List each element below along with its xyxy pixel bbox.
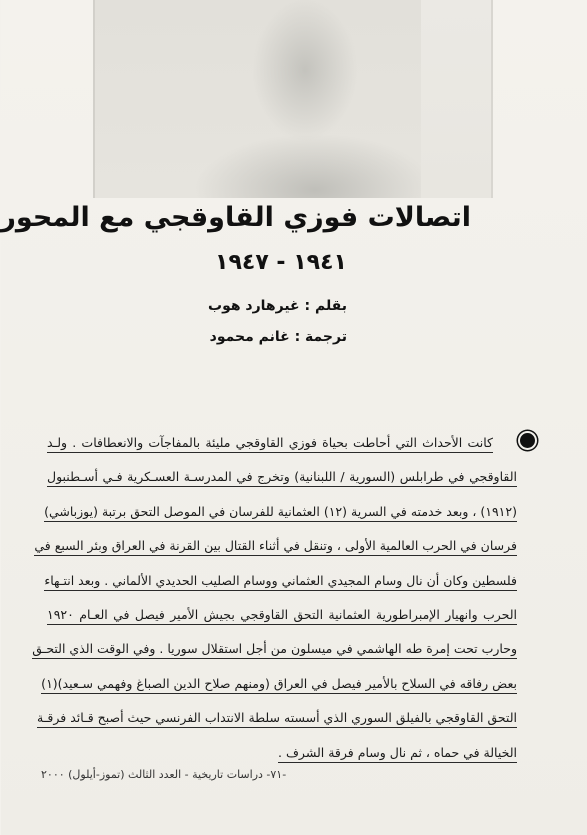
body-line: بعض رفاقه في السلاح بالأمير فيصل في العراق (ومنهم صلاح الدين الصباغ وفهمي سـعيد)(١) <box>47 669 517 703</box>
page-footer: -٧١- دراسات تاريخية - العدد الثالث (تموز-أيلول) ٢٠٠٠ <box>41 768 287 781</box>
body-line: الخيالة في حماه ، ثم نال وسام فرقة الشرف . <box>47 738 517 772</box>
article-body <box>32 428 517 772</box>
body-line: الحرب وانهيار الإمبراطورية العثمانية التحق القاوقجي بجيش الأمير فيصل في العـام ١٩٢٠ <box>47 600 517 634</box>
body-line: وحارب تحت إمرة طه الهاشمي في ميسلون من أجل استقلال سوريا . وفي الوقت الذي التحـق <box>47 634 517 668</box>
body-line: فلسطين وكان أن نال وسام المجيدي العثماني ووسام الصليب الحديدي الألماني . وبعد انتـهاء <box>47 566 517 600</box>
body-line: كانت الأحداث التي أحاطت بحياة فوزي القاوقجي مليئة بالمفاجآت والانعطافات . ولـد <box>47 428 517 462</box>
article-years: ١٩٤١ - ١٩٤٧ <box>215 250 347 275</box>
portrait-photo <box>93 0 493 198</box>
body-line: فرسان في الحرب العالمية الأولى ، وتنقل في أثناء القتال بين القرنة في العراق وبئر السبع في <box>47 531 517 565</box>
body-line: (١٩١٢) ، وبعد خدمته في السرية (١٢) العثمانية للفرسان في الموصل التحق برتبة (يوزباشي) <box>47 497 517 531</box>
body-line: التحق القاوقجي بالفيلق السوري الذي أسسته سلطة الانتداب الفرنسي حيث أصبح قـائد فرقـة <box>47 703 517 737</box>
translator-line: ترجمة : غانم محمود <box>209 329 347 345</box>
article-title: اتصالات فوزي القاوقجي مع المحور <box>0 202 471 233</box>
document-page <box>1 0 587 835</box>
author-line: بقلم : غيرهارد هوب <box>208 298 347 314</box>
photo-edge <box>421 0 491 198</box>
bullet-icon <box>520 433 535 448</box>
body-line: القاوقجي في طرابلس (السورية / اللبنانية) وتخرج في المدرسـة العسـكرية فـي أسـطنبول <box>47 462 517 496</box>
